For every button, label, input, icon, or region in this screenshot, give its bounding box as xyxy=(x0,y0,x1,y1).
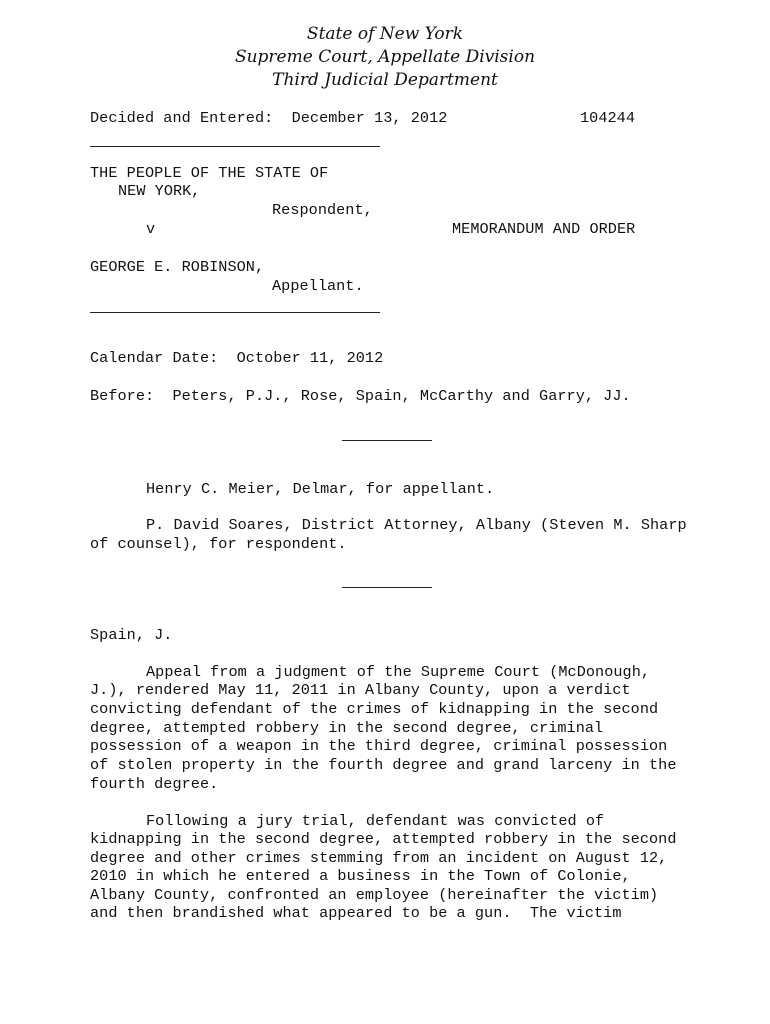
versus-label: v xyxy=(146,220,156,238)
party1-name-line1: THE PEOPLE OF THE STATE OF xyxy=(90,164,329,182)
paragraph1-line: convicting defendant of the crimes of kidnapping in the second xyxy=(90,700,659,718)
document-type: MEMORANDUM AND ORDER xyxy=(452,220,636,238)
paragraph1-line: of stolen property in the fourth degree and grand larceny in the xyxy=(90,756,677,774)
paragraph2-line: Albany County, confronted an employee (hereinafter the victim) xyxy=(90,886,659,904)
paragraph2-line: 2010 in which he entered a business in the Town of Colonie, xyxy=(90,867,631,885)
calendar-date-line: Calendar Date: October 11, 2012 xyxy=(90,349,384,367)
caption-top-rule xyxy=(90,146,380,147)
paragraph1-line: Appeal from a judgment of the Supreme Court (McDonough, xyxy=(146,663,651,681)
opinion-author: Spain, J. xyxy=(90,626,173,644)
respondent-counsel-line1: P. David Soares, District Attorney, Albany (Steven M. Sharp xyxy=(146,516,687,534)
paragraph2-line: degree and other crimes stemming from an incident on August 12, xyxy=(90,849,668,867)
docket-number: 104244 xyxy=(580,109,635,127)
appellant-counsel: Henry C. Meier, Delmar, for appellant. xyxy=(146,480,495,498)
paragraph1-line: J.), rendered May 11, 2011 in Albany County, upon a verdict xyxy=(90,681,631,699)
paragraph1-line: fourth degree. xyxy=(90,775,219,793)
section-divider-2 xyxy=(342,587,432,588)
party1-name-line2: NEW YORK, xyxy=(118,182,201,200)
paragraph2-line: Following a jury trial, defendant was convicted of xyxy=(146,812,605,830)
paragraph2-line: and then brandished what appeared to be a gun. The victim xyxy=(90,904,622,922)
paragraph1-line: possession of a weapon in the third degree, criminal possession xyxy=(90,737,668,755)
paragraph2-line: kidnapping in the second degree, attempted robbery in the second xyxy=(90,830,677,848)
before-justices-line: Before: Peters, P.J., Rose, Spain, McCarthy and Garry, JJ. xyxy=(90,387,631,405)
paragraph1-line: degree, attempted robbery in the second degree, criminal xyxy=(90,719,604,737)
court-department-line: Third Judicial Department xyxy=(272,70,498,90)
section-divider-1 xyxy=(342,440,432,441)
party1-role: Respondent, xyxy=(272,201,373,219)
party2-name: GEORGE E. ROBINSON, xyxy=(90,258,265,276)
court-state-line: State of New York xyxy=(306,24,464,44)
caption-bottom-rule xyxy=(90,312,380,313)
respondent-counsel-line2: of counsel), for respondent. xyxy=(90,535,347,553)
party2-role: Appellant. xyxy=(272,277,364,295)
decided-entered-line: Decided and Entered: December 13, 2012 xyxy=(90,109,448,127)
court-division-line: Supreme Court, Appellate Division xyxy=(234,47,536,67)
